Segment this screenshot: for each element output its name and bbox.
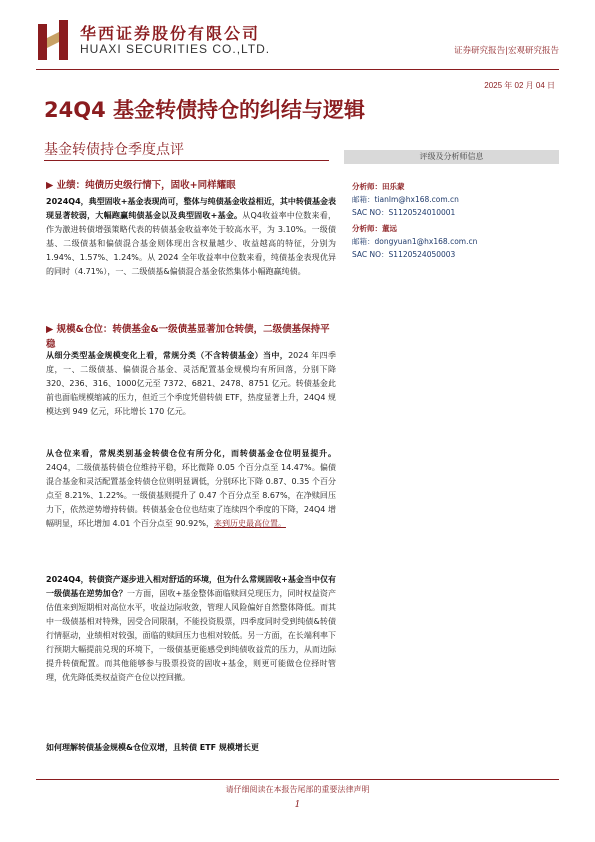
analyst-info-header: 评级及分析师信息 [344,150,559,164]
analyst-sac: SAC NO：S1120524010001 [352,208,456,217]
paragraph-body: 2024 年四季度，一、二级债基、偏债混合基金、灵活配置基金规模均有所回落，分别下降320、236、316、1000亿元至 7372、6821、2478、8751 亿元。转债基金此前也面临规模缩减的压力，但近三个季度凭借转债 ETF，热度显著上升，24Q4 规模达到 949 亿元，环比增长 170 亿元。 [46,351,337,416]
report-date: 2025 年 02 月 04 日 [484,81,555,90]
paragraph-why [46,573,336,685]
analyst-name: 分析师：董远 [352,224,397,233]
paragraph-body: 一方面，固收+基金整体面临赎回兑现压力，同时权益资产估值来到短期相对高位水平，收益边际收敛，管理人风险偏好自然整体降低。而其中一级债基相对特殊，因受合同限制，不能投资股票，四季度同时受到纯债&转债行情驱动，业绩相对较强，面临的赎回压力也相对较低。另一方面，在长端利率下行预期大幅提前兑现的环境下，一级债基更能感受到纯债收益荒的压力，从而边际提升转债配置。而其他能够参与股票投资的固收+基金，则更可能做仓位择时管理，优先降低类权益资产仓位以控回撤。 [46,589,337,682]
subtitle-divider [44,160,329,161]
huaxi-logo-icon [38,20,68,60]
company-name-cn: 华西证券股份有限公司 [80,24,261,43]
paragraph-body: 从Q4收益率中位数来看，作为激进转债增强策略代表的转债基金收益率处于较高水平，为 3.10%。一级债基、二级债基和偏债混合基金则体现出含权量越少、收益越高的特征，分别为 1.94%、1.57%、1.24%。从 2024 全年收益率中位数来看，纯债基金表现优异的同时（4.71%），一、二级债基&偏债混合基金依然集体小幅跑赢纯债。 [46,211,337,276]
page-subtitle: 基金转债持仓季度点评 [44,142,184,158]
paragraph-scale [46,349,336,419]
paragraph-body: 24Q4，二级债基转债仓位维持平稳，环比微降 0.05 个百分点至 14.47%。偏债混合基金和灵活配置基金转债仓位则明显调低，分别环比下降 0.87、0.35 个百分点至 8.21%、1.22%。一级债基则提升了 0.47 个百分点至 8.67%，在净赎回压力下，依然逆势增持转债。转债基金仓位也结束了连续四个季度的下降，24Q4 增幅明显，环比增加 4.01 个百分点至 90.92%， [46,463,336,528]
footer-divider [36,779,559,780]
paragraph-lead: 2024Q4，转债资产逐步进入相对舒适的环境，但为什么常规固收+基金当中仅有一级债基在逆势加仓？ [46,575,336,598]
company-name-en: HUAXI SECURITIES CO.,LTD. [80,42,271,56]
paragraph-lead: 如何理解转债基金规模&仓位双增，且转债 ETF 规模增长更 [46,743,259,752]
analyst-card [352,180,459,219]
paragraph-question [46,741,336,755]
analyst-name: 分析师：田乐蒙 [352,182,405,191]
section-heading-scale-position: ▶ 规模&仓位：转债基金&一级债基显著加仓转债，二级债基保持平稳 [46,324,330,350]
page-number: 1 [294,800,301,810]
header-divider [36,69,559,70]
analyst-card [352,222,477,261]
paragraph-position [46,447,336,531]
paragraph-lead: 从仓位来看，常规类别基金转债仓位有所分化，而转债基金仓位明显提升。 [46,449,336,458]
paragraph-highlight: 来到历史最高位置。 [213,519,286,528]
analyst-email[interactable]: 邮箱：dongyuan1@hx168.com.cn [352,237,478,246]
analyst-sac: SAC NO：S1120524050003 [352,250,456,259]
report-type: 证券研究报告|宏观研究报告 [454,46,559,56]
section-heading-performance: ▶ 业绩：纯债历史级行情下，固收+同样耀眼 [46,180,236,191]
page-title: 24Q4 基金转债持仓的纠结与逻辑 [44,98,365,122]
footer-disclaimer[interactable]: 请仔细阅读在本报告尾部的重要法律声明 [225,785,370,794]
analyst-email[interactable]: 邮箱：tianlm@hx168.com.cn [352,195,459,204]
paragraph-lead: 2024Q4，典型固收+基金表现尚可，整体与纯债基金收益相近，其中转债基金表现显著较弱，大幅跑赢纯债基金以及典型固收+基金。 [46,197,336,220]
paragraph-lead: 从细分类型基金规模变化上看，常规分类（不含转债基金）当中， [46,351,289,360]
paragraph-performance [46,195,336,279]
